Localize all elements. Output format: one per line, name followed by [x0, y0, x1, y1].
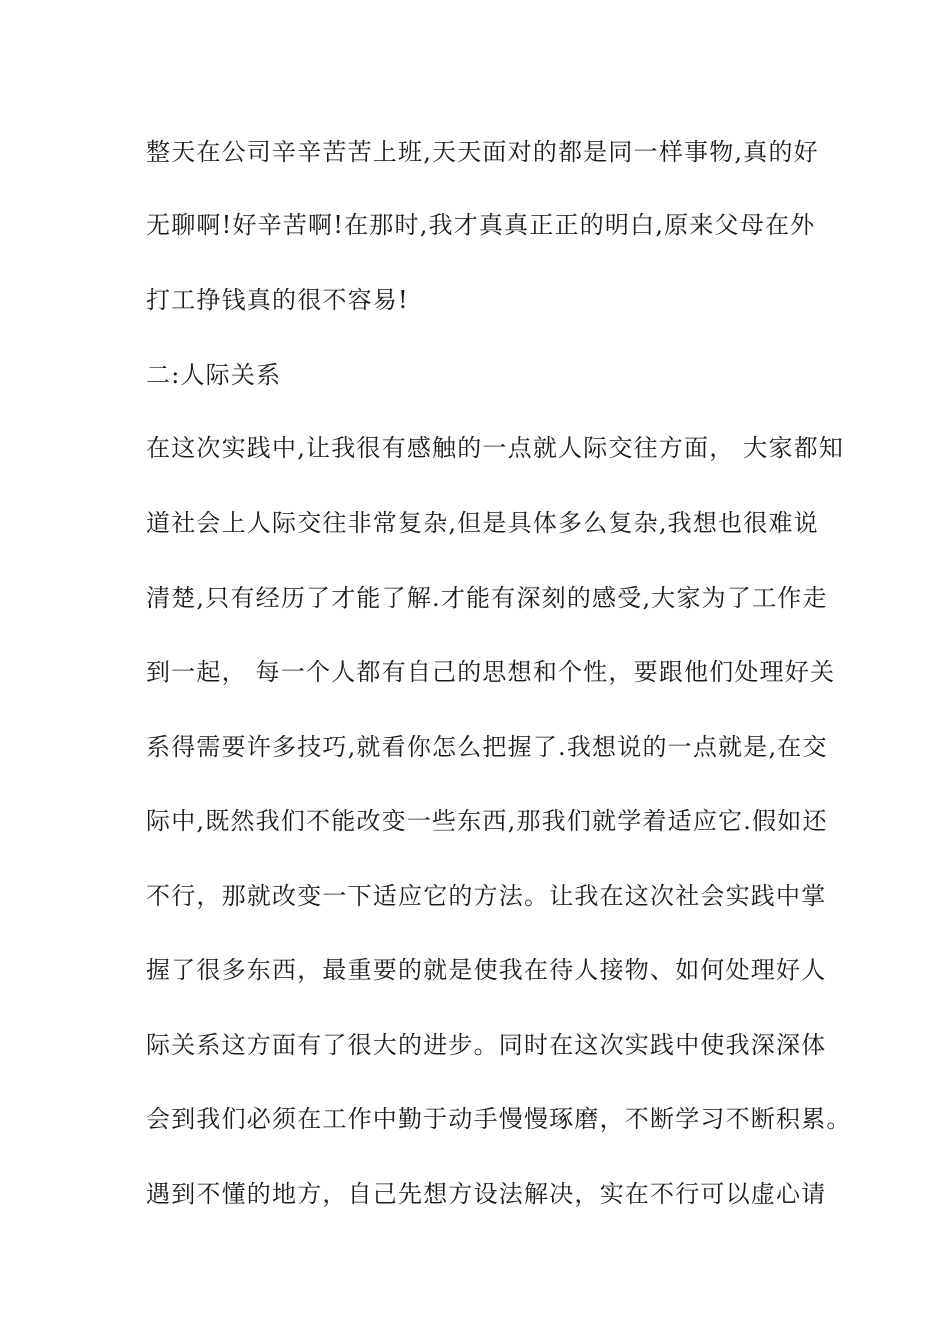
section-heading: 二:人际关系 [146, 361, 282, 389]
paragraph-line-10: 际中,既然我们不能改变一些东西,那我们就学着适应它.假如还 [146, 807, 828, 835]
paragraph-line-2: 无聊啊!好辛苦啊!在那时,我才真真正正的明白,原来父母在外 [146, 211, 816, 239]
paragraph-line-6: 道社会上人际交往非常复杂,但是具体多么复杂,我想也很难说 [146, 509, 819, 537]
paragraph-line-11: 不行，那就改变一下适应它的方法。让我在这次社会实践中掌 [146, 882, 827, 910]
paragraph-line-13: 际关系这方面有了很大的进步。同时在这次实践中使我深深体 [146, 1031, 827, 1059]
paragraph-line-15: 遇到不懂的地方，自己先想方设法解决，实在不行可以虚心请 [146, 1180, 827, 1208]
paragraph-line-5: 在这次实践中,让我很有感触的一点就人际交往方面， 大家都知 [146, 434, 845, 462]
paragraph-line-3: 打工挣钱真的很不容易! [146, 286, 409, 314]
paragraph-line-12: 握了很多东西，最重要的就是使我在待人接物、如何处理好人 [146, 956, 827, 984]
paragraph-line-1: 整天在公司辛辛苦苦上班,天天面对的都是同一样事物,真的好 [146, 138, 819, 166]
paragraph-line-14: 会到我们必须在工作中勤于动手慢慢琢磨，不断学习不断积累。 [146, 1105, 852, 1133]
paragraph-line-7: 清楚,只有经历了才能了解.才能有深刻的感受,大家为了工作走 [146, 584, 828, 612]
paragraph-line-9: 系得需要许多技巧,就看你怎么把握了.我想说的一点就是,在交 [146, 733, 828, 761]
paragraph-line-8: 到一起， 每一个人都有自己的思想和个性，要跟他们处理好关 [146, 658, 836, 686]
